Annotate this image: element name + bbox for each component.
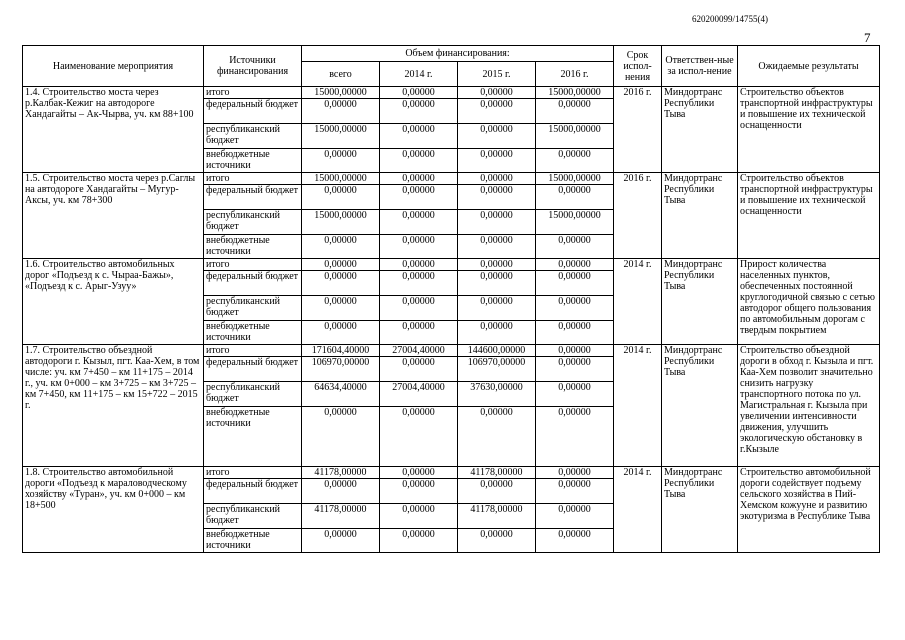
execution-term: 2016 г. xyxy=(614,87,662,173)
funding-value: 0,00000 xyxy=(458,235,536,259)
funding-value: 0,00000 xyxy=(380,467,458,479)
expected-result: Строительство объездной дороги в обход г. Кызыла и пгт. Каа-Хем позволит значительно снизить нагрузку транспортного потока по ул. Магистральная г. Кызыла при увеличении интенсивности движения, улучшить экологическую обстановку в г.Кызыле xyxy=(738,345,880,467)
responsible: Миндортранс Республики Тыва xyxy=(662,345,738,467)
funding-source: республиканский бюджет xyxy=(204,382,302,407)
funding-value: 0,00000 xyxy=(458,210,536,235)
funding-value: 0,00000 xyxy=(458,87,536,99)
funding-source: федеральный бюджет xyxy=(204,99,302,124)
funding-value: 106970,00000 xyxy=(458,357,536,382)
funding-value: 0,00000 xyxy=(536,467,614,479)
funding-value: 0,00000 xyxy=(380,185,458,210)
expected-result: Строительство автомобильной дороги содействует подъему сельского хозяйства в Пий-Хемском кожууне и развитию экотуризма в Республике Тыва xyxy=(738,467,880,553)
col-total-header: всего xyxy=(302,62,380,87)
funding-source: федеральный бюджет xyxy=(204,479,302,504)
funding-value: 0,00000 xyxy=(458,173,536,185)
col-2015-header: 2015 г. xyxy=(458,62,536,87)
table-row xyxy=(23,259,880,271)
funding-source: внебюджетные источники xyxy=(204,235,302,259)
funding-value: 0,00000 xyxy=(302,296,380,321)
funding-source: внебюджетные источники xyxy=(204,149,302,173)
funding-value: 15000,00000 xyxy=(302,173,380,185)
funding-value: 0,00000 xyxy=(302,479,380,504)
funding-source: республиканский бюджет xyxy=(204,124,302,149)
responsible: Миндортранс Республики Тыва xyxy=(662,87,738,173)
funding-value: 0,00000 xyxy=(380,210,458,235)
funding-value: 27004,40000 xyxy=(380,345,458,357)
funding-value: 0,00000 xyxy=(380,296,458,321)
funding-value: 15000,00000 xyxy=(536,124,614,149)
execution-term: 2016 г. xyxy=(614,173,662,259)
funding-value: 0,00000 xyxy=(302,271,380,296)
funding-source: федеральный бюджет xyxy=(204,357,302,382)
funding-source: итого xyxy=(204,173,302,185)
funding-value: 15000,00000 xyxy=(536,173,614,185)
funding-source: внебюджетные источники xyxy=(204,407,302,467)
funding-value: 41178,00000 xyxy=(458,467,536,479)
funding-value: 144600,00000 xyxy=(458,345,536,357)
funding-value: 0,00000 xyxy=(302,235,380,259)
expected-result: Строительство объектов транспортной инфраструктуры и повышение их технической оснащенности xyxy=(738,173,880,259)
col-results-header: Ожидаемые результаты xyxy=(738,46,880,87)
funding-value: 0,00000 xyxy=(536,407,614,467)
funding-source: итого xyxy=(204,259,302,271)
funding-value: 0,00000 xyxy=(536,382,614,407)
funding-value: 37630,00000 xyxy=(458,382,536,407)
activity-name: 1.8. Строительство автомобильной дороги «Подъезд к мараловодческому хозяйству «Туран», уч. км 0+000 – км 18+500 xyxy=(23,467,204,553)
funding-value: 0,00000 xyxy=(458,321,536,345)
funding-table xyxy=(22,45,880,553)
funding-value: 0,00000 xyxy=(302,407,380,467)
funding-source: республиканский бюджет xyxy=(204,210,302,235)
funding-value: 0,00000 xyxy=(536,345,614,357)
col-name-header: Наименование мероприятия xyxy=(23,46,204,87)
funding-value: 0,00000 xyxy=(302,259,380,271)
funding-value: 0,00000 xyxy=(536,321,614,345)
execution-term: 2014 г. xyxy=(614,259,662,345)
execution-term: 2014 г. xyxy=(614,467,662,553)
funding-value: 0,00000 xyxy=(458,149,536,173)
funding-value: 106970,00000 xyxy=(302,357,380,382)
funding-source: внебюджетные источники xyxy=(204,321,302,345)
funding-value: 0,00000 xyxy=(458,529,536,553)
funding-value: 0,00000 xyxy=(380,235,458,259)
funding-value: 0,00000 xyxy=(380,259,458,271)
funding-value: 0,00000 xyxy=(536,271,614,296)
col-2016-header: 2016 г. xyxy=(536,62,614,87)
funding-value: 0,00000 xyxy=(380,321,458,345)
funding-value: 0,00000 xyxy=(536,357,614,382)
funding-value: 0,00000 xyxy=(458,479,536,504)
funding-source: итого xyxy=(204,87,302,99)
funding-value: 0,00000 xyxy=(458,99,536,124)
activity-name: 1.4. Строительство моста через р.Калбак-Кежиг на автодороге Хандагайты – Ак-Чырва, уч. км 88+100 xyxy=(23,87,204,173)
table-row xyxy=(23,87,880,99)
funding-value: 0,00000 xyxy=(380,479,458,504)
responsible: Миндортранс Республики Тыва xyxy=(662,467,738,553)
execution-term: 2014 г. xyxy=(614,345,662,467)
table-row xyxy=(23,173,880,185)
funding-source: республиканский бюджет xyxy=(204,296,302,321)
funding-value: 0,00000 xyxy=(458,296,536,321)
funding-source: внебюджетные источники xyxy=(204,529,302,553)
funding-value: 0,00000 xyxy=(536,149,614,173)
funding-value: 15000,00000 xyxy=(536,210,614,235)
funding-value: 0,00000 xyxy=(536,185,614,210)
funding-value: 41178,00000 xyxy=(302,467,380,479)
funding-value: 15000,00000 xyxy=(302,124,380,149)
funding-value: 0,00000 xyxy=(536,296,614,321)
funding-value: 0,00000 xyxy=(536,504,614,529)
col-sources-header: Источники финансирования xyxy=(204,46,302,87)
page-number: 7 xyxy=(864,30,871,45)
responsible: Миндортранс Республики Тыва xyxy=(662,173,738,259)
funding-value: 15000,00000 xyxy=(302,210,380,235)
funding-source: федеральный бюджет xyxy=(204,271,302,296)
col-term-header: Срок испол-нения xyxy=(614,46,662,87)
funding-source: итого xyxy=(204,345,302,357)
funding-value: 0,00000 xyxy=(536,259,614,271)
funding-value: 0,00000 xyxy=(380,357,458,382)
col-funding-header: Объем финансирования: xyxy=(302,46,614,62)
funding-value: 0,00000 xyxy=(302,149,380,173)
expected-result: Прирост количества населенных пунктов, обеспеченных постоянной круглогодичной связью с сетью автодорог общего пользования по автомобильным дорогам с твердым покрытием xyxy=(738,259,880,345)
funding-value: 171604,40000 xyxy=(302,345,380,357)
funding-value: 0,00000 xyxy=(536,529,614,553)
funding-value: 27004,40000 xyxy=(380,382,458,407)
funding-value: 0,00000 xyxy=(458,407,536,467)
document-number: 620200099/14755(4) xyxy=(692,14,768,24)
funding-value: 15000,00000 xyxy=(302,87,380,99)
funding-value: 0,00000 xyxy=(380,149,458,173)
expected-result: Строительство объектов транспортной инфраструктуры и повышение их технической оснащенности xyxy=(738,87,880,173)
funding-value: 0,00000 xyxy=(458,259,536,271)
funding-value: 0,00000 xyxy=(302,321,380,345)
funding-value: 0,00000 xyxy=(302,99,380,124)
funding-value: 0,00000 xyxy=(536,99,614,124)
funding-value: 0,00000 xyxy=(380,407,458,467)
funding-value: 15000,00000 xyxy=(536,87,614,99)
funding-value: 0,00000 xyxy=(302,529,380,553)
col-2014-header: 2014 г. xyxy=(380,62,458,87)
table-row xyxy=(23,345,880,357)
col-responsible-header: Ответствен-ные за испол-нение xyxy=(662,46,738,87)
funding-value: 41178,00000 xyxy=(458,504,536,529)
funding-value: 0,00000 xyxy=(458,185,536,210)
funding-value: 0,00000 xyxy=(380,529,458,553)
funding-value: 0,00000 xyxy=(380,87,458,99)
funding-value: 0,00000 xyxy=(458,124,536,149)
activity-name: 1.7. Строительство объездной автодороги г. Кызыл, пгт. Каа-Хем, в том числе: уч. км 7+450 – км 11+175 – 2014 г., уч. км 0+000 – км 3+725 – км 3+725 – км 7+450, км 11+175 – км 15+722 – 2015 г. xyxy=(23,345,204,467)
activity-name: 1.6. Строительство автомобильных дорог «Подъезд к с. Чыраа-Бажы», «Подъезд к с. Арыг-Узуу» xyxy=(23,259,204,345)
funding-value: 0,00000 xyxy=(380,504,458,529)
funding-value: 0,00000 xyxy=(380,271,458,296)
funding-value: 0,00000 xyxy=(536,235,614,259)
funding-value: 41178,00000 xyxy=(302,504,380,529)
funding-source: республиканский бюджет xyxy=(204,504,302,529)
funding-source: федеральный бюджет xyxy=(204,185,302,210)
funding-value: 0,00000 xyxy=(380,124,458,149)
responsible: Миндортранс Республики Тыва xyxy=(662,259,738,345)
funding-value: 0,00000 xyxy=(380,99,458,124)
activity-name: 1.5. Строительство моста через р.Саглы на автодороге Хандагайты – Мугур-Аксы, уч. км 78+300 xyxy=(23,173,204,259)
table-row xyxy=(23,467,880,479)
funding-value: 0,00000 xyxy=(458,271,536,296)
funding-source: итого xyxy=(204,467,302,479)
funding-value: 0,00000 xyxy=(302,185,380,210)
funding-value: 0,00000 xyxy=(380,173,458,185)
funding-value: 64634,40000 xyxy=(302,382,380,407)
funding-value: 0,00000 xyxy=(536,479,614,504)
